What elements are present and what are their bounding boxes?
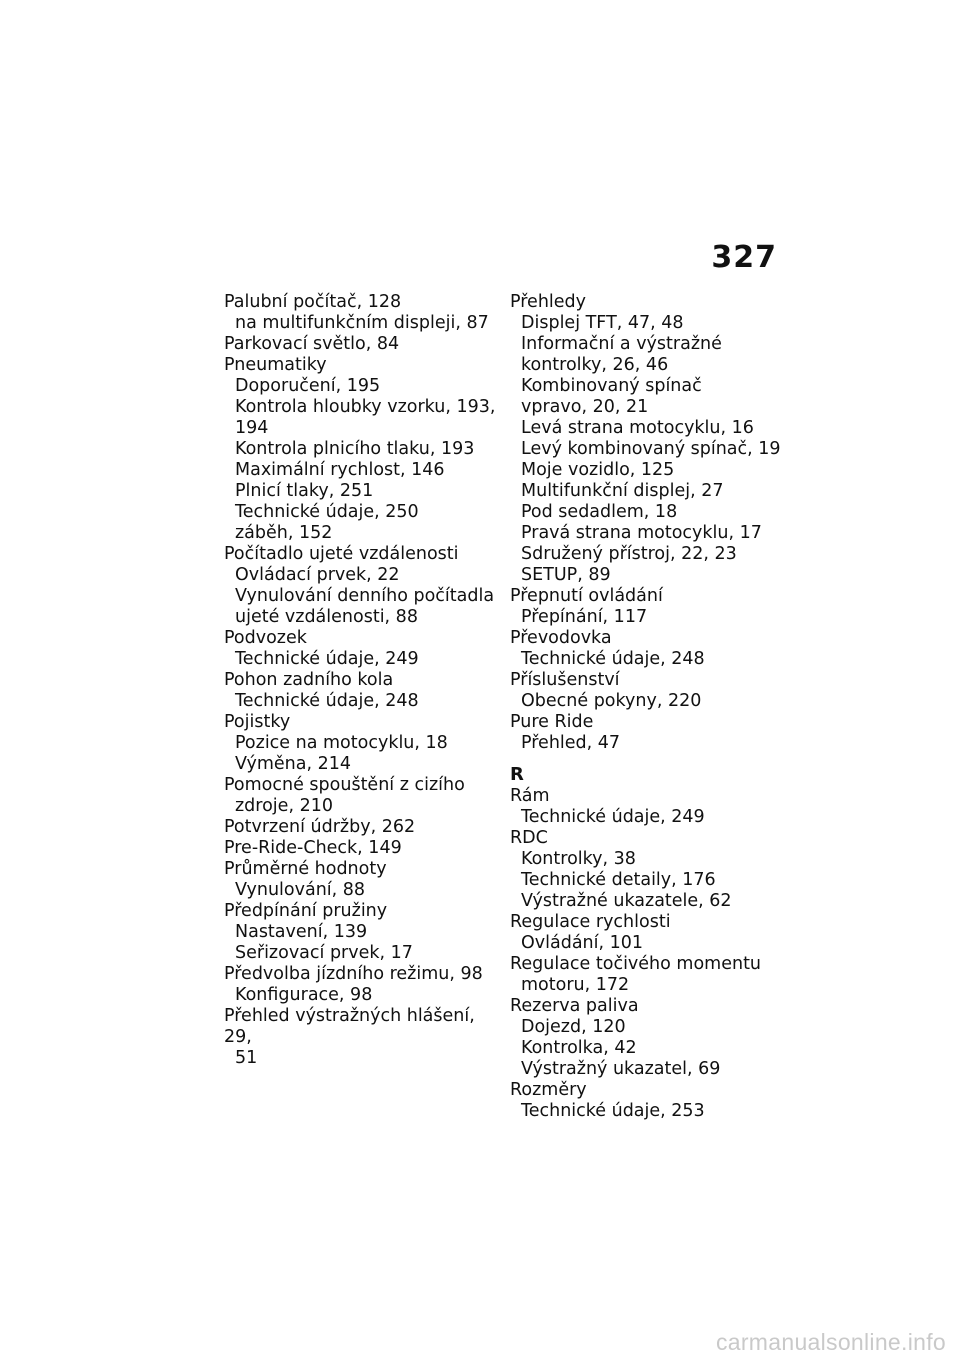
index-entry: Průměrné hodnoty — [224, 859, 387, 879]
index-subentry: Levá strana motocyklu, 16 — [521, 418, 754, 438]
index-column-right — [510, 292, 785, 1122]
index-subentry: Technické údaje, 248 — [235, 691, 419, 711]
index-subentry: Technické údaje, 249 — [235, 649, 419, 669]
index-subentry: zdroje, 210 — [235, 796, 333, 816]
index-entry: Převodovka — [510, 628, 612, 648]
index-entry: Palubní počítač, 128 — [224, 292, 402, 312]
index-letter-heading: R — [510, 764, 524, 785]
index-subentry: vpravo, 20, 21 — [521, 397, 649, 417]
index-entry: Přehled výstražných hlášení, 29, — [224, 1006, 475, 1047]
index-subentry: záběh, 152 — [235, 523, 333, 543]
index-subentry: Konfigurace, 98 — [235, 985, 373, 1005]
index-subentry: 51 — [235, 1048, 258, 1068]
index-subentry: Technické detaily, 176 — [521, 870, 716, 890]
index-subentry: Kontrola hloubky vzorku, 193, — [235, 397, 496, 417]
index-entry: Příslušenství — [510, 670, 620, 690]
index-subentry: Kombinovaný spínač — [521, 376, 702, 396]
index-subentry: Technické údaje, 253 — [521, 1101, 705, 1121]
index-subentry: Technické údaje, 249 — [521, 807, 705, 827]
watermark: carmanualsonline.info — [715, 1329, 946, 1355]
index-subentry: Informační a výstražné — [521, 334, 722, 354]
index-subentry: Technické údaje, 248 — [521, 649, 705, 669]
index-subentry: Maximální rychlost, 146 — [235, 460, 445, 480]
index-entry: Předpínání pružiny — [224, 901, 388, 921]
index-subentry: ujeté vzdálenosti, 88 — [235, 607, 418, 627]
index-entry: Regulace točivého momentu — [510, 954, 762, 974]
index-subentry: SETUP, 89 — [521, 565, 611, 585]
index-subentry: motoru, 172 — [521, 975, 630, 995]
index-subentry: Vynulování, 88 — [235, 880, 366, 900]
index-subentry: Výstražný ukazatel, 69 — [521, 1059, 721, 1079]
index-subentry: Ovládání, 101 — [521, 933, 644, 953]
index-column-left — [224, 292, 499, 1069]
page-number: 327 — [711, 240, 777, 275]
index-subentry: Technické údaje, 250 — [235, 502, 419, 522]
index-entry: Pomocné spouštění z cizího — [224, 775, 465, 795]
index-entry: Regulace rychlosti — [510, 912, 671, 932]
index-subentry: Výstražné ukazatele, 62 — [521, 891, 732, 911]
index-entry: Parkovací světlo, 84 — [224, 334, 400, 354]
index-subentry: 194 — [235, 418, 269, 438]
index-subentry: Obecné pokyny, 220 — [521, 691, 702, 711]
index-subentry: Multifunkční displej, 27 — [521, 481, 724, 501]
index-entry: Podvozek — [224, 628, 307, 648]
index-subentry: Pravá strana motocyklu, 17 — [521, 523, 762, 543]
index-entry: Pneumatiky — [224, 355, 327, 375]
index-subentry: Levý kombinovaný spínač, 19 — [521, 439, 781, 459]
index-subentry: Displej TFT, 47, 48 — [521, 313, 684, 333]
index-entry: Rám — [510, 786, 550, 806]
index-subentry: Sdružený přístroj, 22, 23 — [521, 544, 737, 564]
index-subentry: Pozice na motocyklu, 18 — [235, 733, 448, 753]
index-subentry: Pod sedadlem, 18 — [521, 502, 678, 522]
index-subentry: Doporučení, 195 — [235, 376, 381, 396]
index-subentry: Moje vozidlo, 125 — [521, 460, 675, 480]
index-subentry: Kontrola plnicího tlaku, 193 — [235, 439, 475, 459]
index-subentry: Ovládací prvek, 22 — [235, 565, 400, 585]
index-entry: Pohon zadního kola — [224, 670, 394, 690]
index-subentry: Přepínání, 117 — [521, 607, 648, 627]
index-subentry: Plnicí tlaky, 251 — [235, 481, 374, 501]
index-subentry: na multifunkčním displeji, 87 — [235, 313, 489, 333]
index-entry: Počítadlo ujeté vzdálenosti — [224, 544, 459, 564]
index-entry: Rezerva paliva — [510, 996, 639, 1016]
index-entry: Pure Ride — [510, 712, 594, 732]
index-subentry: kontrolky, 26, 46 — [521, 355, 669, 375]
index-entry: Potvrzení údržby, 262 — [224, 817, 416, 837]
index-entry: Přepnutí ovládání — [510, 586, 663, 606]
index-subentry: Nastavení, 139 — [235, 922, 368, 942]
index-subentry: Kontrolky, 38 — [521, 849, 636, 869]
index-entry: Pojistky — [224, 712, 291, 732]
index-subentry: Vynulování denního počítadla — [235, 586, 495, 606]
index-entry: RDC — [510, 828, 548, 848]
index-subentry: Seřizovací prvek, 17 — [235, 943, 413, 963]
index-entry: Rozměry — [510, 1080, 587, 1100]
index-subentry: Přehled, 47 — [521, 733, 621, 753]
index-subentry: Kontrolka, 42 — [521, 1038, 637, 1058]
index-entry: Přehledy — [510, 292, 587, 312]
index-subentry: Výměna, 214 — [235, 754, 352, 774]
index-subentry: Dojezd, 120 — [521, 1017, 626, 1037]
index-entry: Pre-Ride-Check, 149 — [224, 838, 402, 858]
index-entry: Předvolba jízdního režimu, 98 — [224, 964, 483, 984]
